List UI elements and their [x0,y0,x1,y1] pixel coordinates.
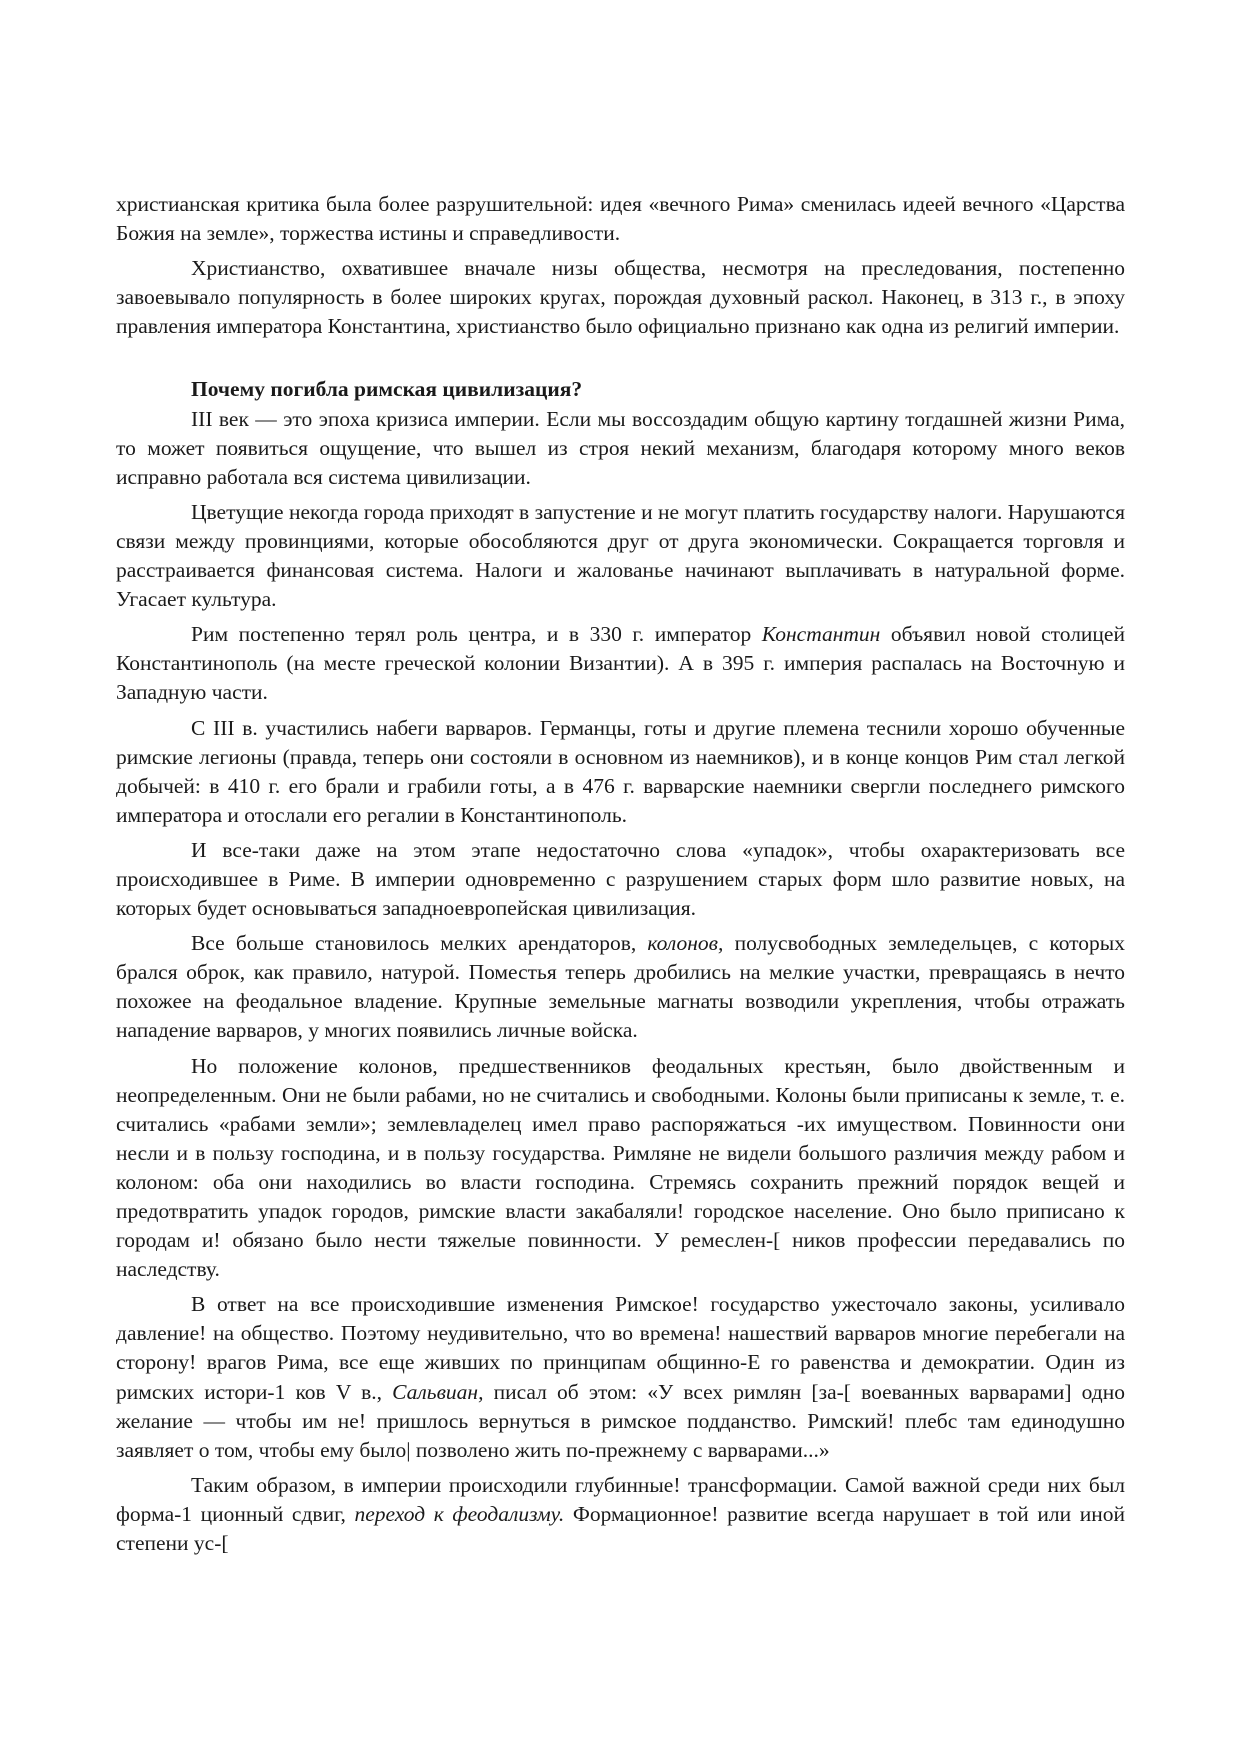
paragraph-text: Формационное! развитие всегда нарушает в той или иной степени ус-[ [116,1501,1125,1556]
body-paragraph [116,1052,1125,1285]
paragraph-text: христианская критика была более разрушительной: идея «вечного Рима» сменилась идеей вечного «Царства Божия на земле», торжества истины и справедливости. [116,192,1125,246]
paragraph-text: полусвободных земледельцев, с которых брался оброк, как правило, натурой. Поместья теперь дробились на мелкие участки, превращаясь в нечто похожее на феодальное владение. Крупные земельные магнаты возводили укрепления, чтобы отражать нападение варваров, у многих появились личные войска. [116,931,1125,1043]
document-page [116,190,1125,1564]
body-paragraph [116,1290,1125,1465]
italic-term: Константин [761,622,881,647]
paragraph-text: В ответ на все происходившие изменения Римское! государство ужесточало законы, усиливало давление! на общество. Поэтому неудивительно, что во времена! нашествий варваров многие перебегали на сторону! врагов Рима, все еще живших по принципам общинно-Е го равенства и демократии. Один из римских истори-1 ков V в., [116,1292,1125,1404]
italic-term: Сальвиан, [392,1379,484,1404]
paragraph-text: Таким образом, в империи происходили глубинные! трансформации. Самой важной среди них был форма-1 ционный сдвиг, [116,1472,1125,1526]
body-paragraph [116,190,1125,248]
paragraph-text: объявил новой столицей Константинополь (на месте греческой колонии Византии). А в 395 г. империя распалась на Восточную и Западную части. [116,622,1125,705]
paragraph-text: И все-таки даже на этом этапе недостаточно слова «упадок», чтобы охарактеризовать все происходившее в Риме. В империи одновременно с разрушением старых форм шло развитие новых, на которых будет основываться западноевропейская цивилизация. [116,837,1125,921]
paragraph-text: Рим постепенно терял роль центра, и в 330 г. император [191,622,762,647]
paragraph-text: Христианство, охватившее вначале низы общества, несмотря на преследования, постепенно завоевывало популярность в более широких кругах, порождая духовный раскол. Наконец, в 313 г., в эпоху правления императора Константина, христианство было официально признано как одна из религий империи. [116,256,1125,339]
body-paragraph [116,254,1125,341]
paragraph-text: писал об этом: «У всех римлян [за-[ воеванных варварами] одно желание — чтобы им не! пришлось вернуться в римское подданство. Римский! плебс там единодушно заявляет о том, чтобы ему было| позволено жить по-прежнему с варварами...» [116,1379,1125,1462]
paragraph-text: Цветущие некогда города приходят в запустение и не могут платить государству налоги. Нарушаются связи между провинциями, которые обособляются друг от друга экономически. Сокращается торговля и расстраивается финансовая система. Налоги и жалованье начинают выплачивать в натуральной форме. Угасает культура. [116,499,1125,612]
paragraph-text: С III в. участились набеги варваров. Германцы, готы и другие племена теснили хорошо обученные римские легионы (правда, теперь они состояли в основном из наемников), и в конце концов Рим стал легкой добычей: в 410 г. его брали и грабили готы, а в 476 г. варварские наемники свергли последнего римского императора и отослали его регалии в Константинополь. [116,715,1125,827]
section-heading: Почему погибла римская цивилизация? [191,377,583,402]
body-paragraph [116,498,1125,614]
body-paragraph [116,1471,1125,1558]
paragraph-group-after [116,405,1125,1559]
paragraph-text: III век — это эпоха кризиса империи. Если мы воссоздадим общую картину тогдашней жизни Рима, то может появиться ощущение, что вышел из строя некий механизм, благодаря которому много веков исправно работала вся система цивилизации. [116,406,1125,489]
body-paragraph [116,405,1125,492]
italic-term: колонов, [647,931,724,956]
body-paragraph [116,929,1125,1045]
body-paragraph [116,714,1125,830]
paragraph-text: Все больше становилось мелких арендаторов, [191,931,648,956]
body-paragraph [116,620,1125,707]
paragraph-group-before [116,190,1125,341]
paragraph-text: Но положение колонов, предшественников феодальных крестьян, было двойственным и неопределенным. Они не были рабами, но не считались и свободными. Колоны были приписаны к земле, т. е. считались «рабами земли»; землевладелец имел право распоряжаться -их имуществом. Повинности они несли и в пользу господина, и в пользу государства. Римляне не видели большого различия между рабом и колоном: оба они находились во власти господина. Стремясь сохранить прежний порядок вещей и предотвратить упадок городов, римские власти закабаляли! городское население. Оно было приписано к городам и! обязано было нести тяжелые повинности. У ремеслен-[ ников профессии передавались по наследству. [116,1053,1125,1282]
italic-term: переход к феодализму. [354,1501,565,1526]
body-paragraph [116,836,1125,923]
